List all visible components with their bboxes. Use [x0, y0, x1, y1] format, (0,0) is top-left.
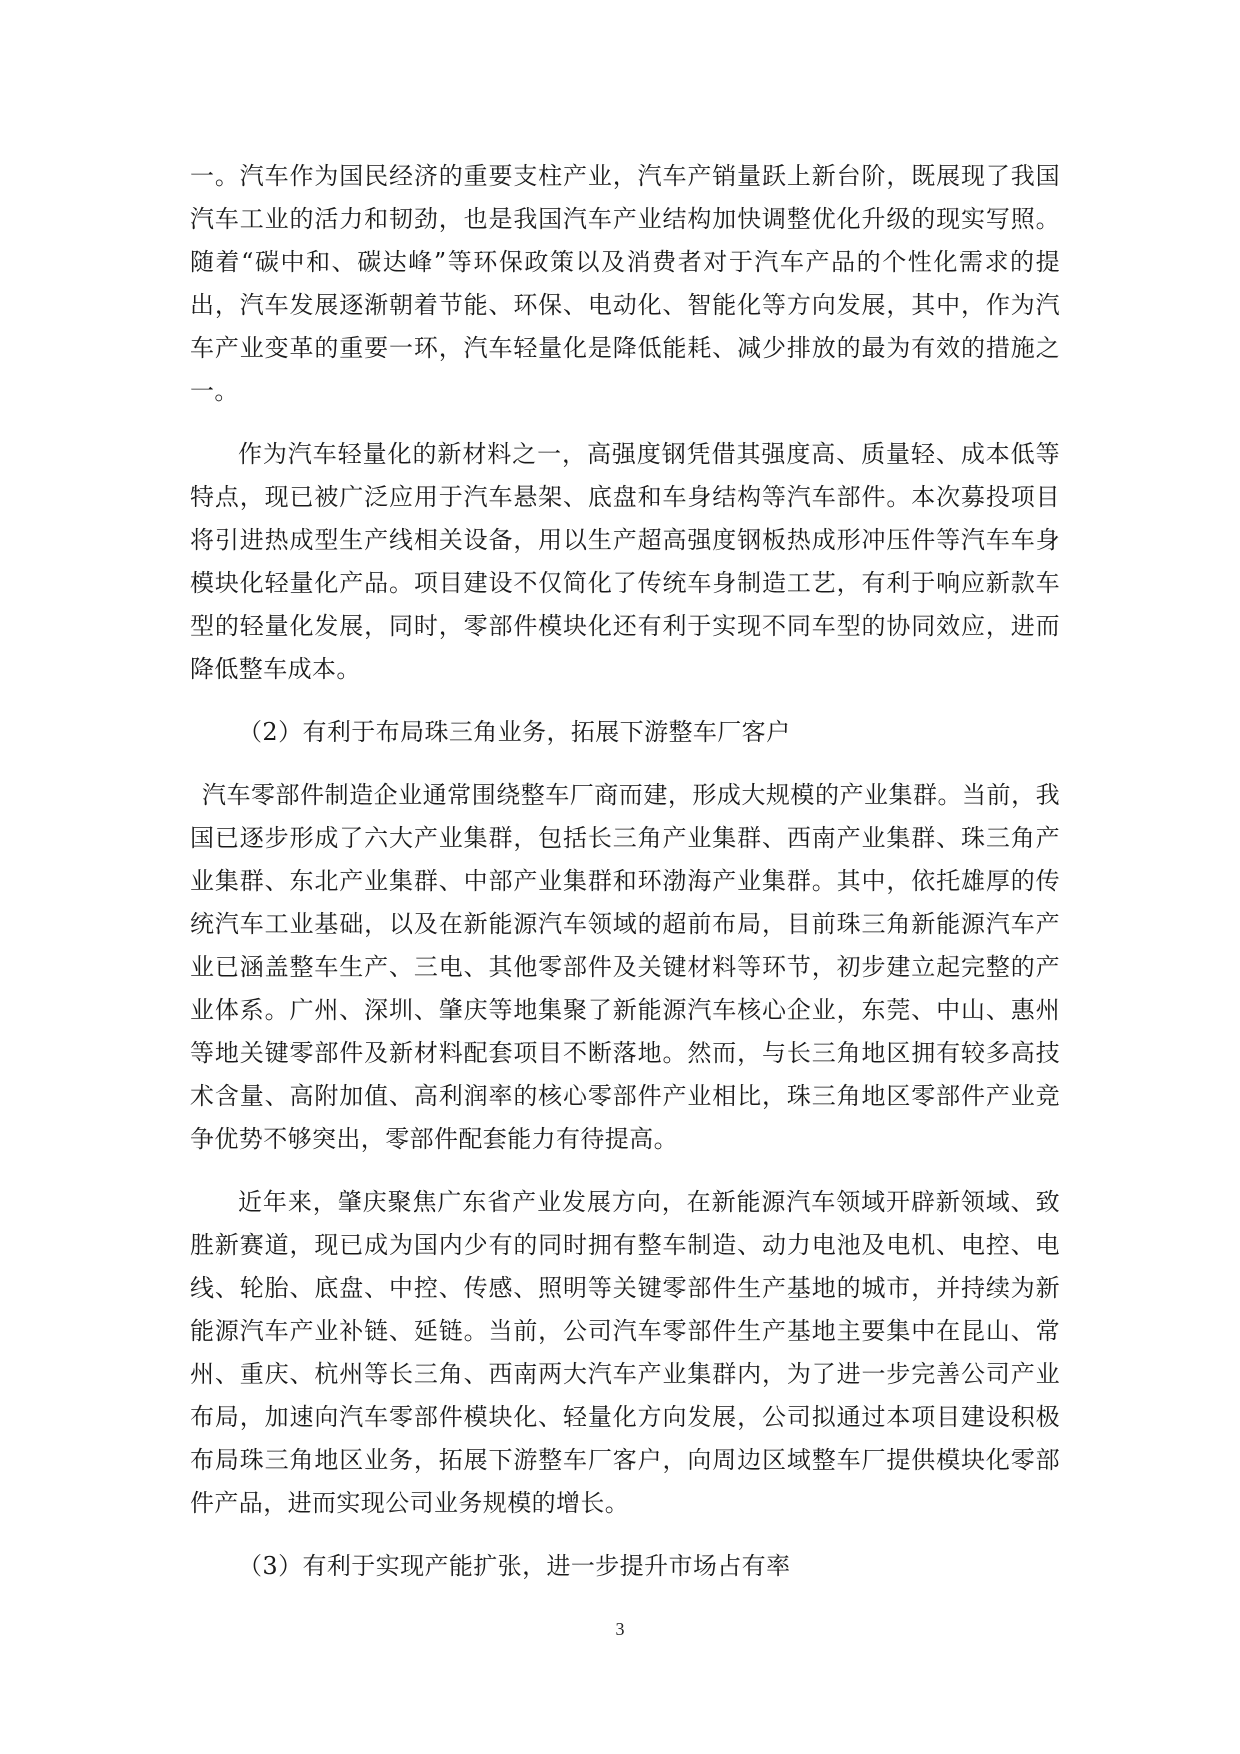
- section-heading-pearl-river-delta: （2）有利于布局珠三角业务，拓展下游整车厂客户: [238, 718, 791, 746]
- paragraph-automotive-lightweighting-intro: 一。汽车作为国民经济的重要支柱产业，汽车产销量跃上新台阶，既展现了我国汽车工业的活力和韧劲，也是我国汽车产业结构加快调整优化升级的现实写照。随着“碳中和、碳达峰”等环保政策以及消费者对于汽车产品的个性化需求的提出，汽车发展逐渐朝着节能、环保、电动化、智能化等方向发展，其中，作为汽车产业变革的重要一环，汽车轻量化是降低能耗、减少排放的最为有效的措施之一。: [190, 162, 1060, 405]
- paragraph-zhaoqing-strategy: 近年来，肇庆聚焦广东省产业发展方向，在新能源汽车领域开辟新领域、致胜新赛道，现已成为国内少有的同时拥有整车制造、动力电池及电机、电控、电线、轮胎、底盘、中控、传感、照明等关键零部件生产基地的城市，并持续为新能源汽车产业补链、延链。当前，公司汽车零部件生产基地主要集中在昆山、常州、重庆、杭州等长三角、西南两大汽车产业集群内，为了进一步完善公司产业布局，加速向汽车零部件模块化、轻量化方向发展，公司拟通过本项目建设积极布局珠三角地区业务，拓展下游整车厂客户，向周边区域整车厂提供模块化零部件产品，进而实现公司业务规模的增长。: [190, 1188, 1060, 1517]
- paragraph-high-strength-steel: 作为汽车轻量化的新材料之一，高强度钢凭借其强度高、质量轻、成本低等特点，现已被广泛应用于汽车悬架、底盘和车身结构等汽车部件。本次募投项目将引进热成型生产线相关设备，用以生产超高强度钢板热成形冲压件等汽车车身模块化轻量化产品。项目建设不仅简化了传统车身制造工艺，有利于响应新款车型的轻量化发展，同时，零部件模块化还有利于实现不同车型的协同效应，进而降低整车成本。: [190, 440, 1060, 683]
- section-heading-capacity-expansion: （3）有利于实现产能扩张，进一步提升市场占有率: [238, 1552, 791, 1580]
- paragraph-industry-clusters: 汽车零部件制造企业通常围绕整车厂商而建，形成大规模的产业集群。当前，我国已逐步形成了六大产业集群，包括长三角产业集群、西南产业集群、珠三角产业集群、东北产业集群、中部产业集群和环渤海产业集群。其中，依托雄厚的传统汽车工业基础，以及在新能源汽车领域的超前布局，目前珠三角新能源汽车产业已涵盖整车生产、三电、其他零部件及关键材料等环节，初步建立起完整的产业体系。广州、深圳、肇庆等地集聚了新能源汽车核心企业，东莞、中山、惠州等地关键零部件及新材料配套项目不断落地。然而，与长三角地区拥有较多高技术含量、高附加值、高利润率的核心零部件产业相比，珠三角地区零部件产业竞争优势不够突出，零部件配套能力有待提高。: [190, 781, 1060, 1153]
- document-body: [190, 155, 1060, 1608]
- page-number: 3: [615, 1619, 625, 1639]
